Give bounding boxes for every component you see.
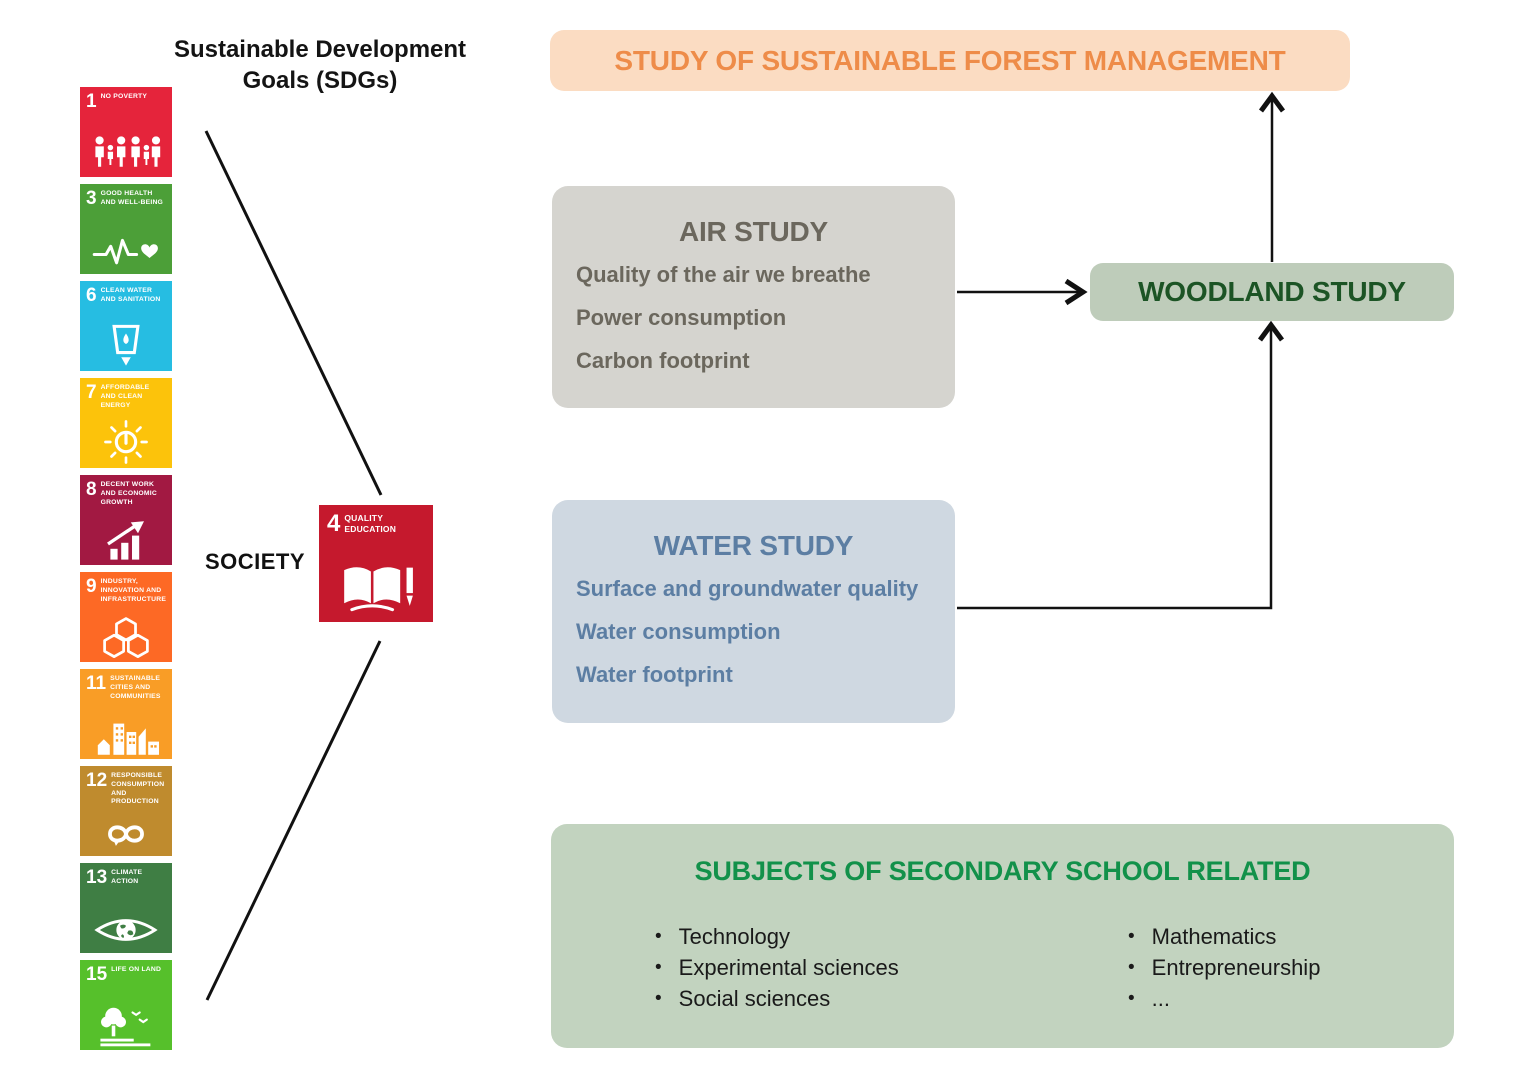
air-study-item: Carbon footprint: [576, 348, 750, 373]
arrow-water-to-woodland-head: [1260, 325, 1282, 340]
sdg-number: 13: [86, 867, 108, 888]
sdg-number: 11: [86, 673, 107, 694]
sdg-number: 7: [86, 382, 97, 403]
subject-label: Experimental sciences: [678, 955, 899, 980]
subject-item: [655, 921, 899, 952]
sdg-responsible-consumption-icon: [80, 815, 172, 853]
forest-management-title: STUDY OF SUSTAINABLE FOREST MANAGEMENT: [614, 44, 1286, 76]
bullet-icon: •: [1128, 988, 1135, 1009]
sdg-label: RESPONSIBLE CONSUMPTION AND PRODUCTION: [111, 772, 165, 806]
sdg-number: 4: [327, 510, 341, 537]
sdg-tile-12: [80, 766, 172, 856]
sdg-number: 3: [86, 188, 97, 209]
sdg-quality-education-icon: [319, 560, 433, 616]
woodland-study-box: [1090, 263, 1454, 321]
arrow-water-to-woodland-line: [957, 328, 1271, 608]
sdg-tile-3: [80, 184, 172, 274]
sdg-no-poverty-icon: [80, 132, 172, 174]
subject-label: Technology: [678, 924, 790, 949]
forest-management-box: [550, 30, 1350, 91]
air-study-item: Quality of the air we breathe: [576, 262, 871, 287]
sdg-number: 12: [86, 770, 108, 791]
air-study-item: Power consumption: [576, 305, 787, 330]
subject-label: Social sciences: [678, 986, 831, 1011]
sdg-label: CLEAN WATER AND SANITATION: [100, 287, 161, 303]
bullet-icon: •: [1128, 926, 1135, 947]
sdg-label: QUALITY EDUCATION: [344, 513, 397, 535]
subject-label: ...: [1151, 986, 1170, 1011]
sdg-number: 9: [86, 576, 97, 597]
sdg-tile-15: [80, 960, 172, 1050]
subject-item: [655, 952, 899, 983]
sdg-tile-11: [80, 669, 172, 759]
bullet-icon: •: [655, 988, 662, 1009]
sdg-industry-innovation-icon: [80, 615, 172, 659]
sdg-number: 8: [86, 479, 97, 500]
sdg-number: 6: [86, 285, 97, 306]
sdg-tile-8: [80, 475, 172, 565]
sdg-tile-7: [80, 378, 172, 468]
sdg-label: GOOD HEALTH AND WELL-BEING: [100, 190, 164, 206]
society-label: SOCIETY: [204, 549, 306, 574]
sdg-tile-9: [80, 572, 172, 662]
subject-item: [1128, 952, 1320, 983]
sdg-tile-6: [80, 281, 172, 371]
bullet-icon: •: [655, 957, 662, 978]
water-study-title: WATER STUDY: [653, 530, 854, 561]
line-society-to-sdg-lower: [207, 641, 380, 1000]
subjects-title: SUBJECTS OF SECONDARY SCHOOL RELATED: [694, 856, 1311, 886]
sdg-label: LIFE ON LAND: [111, 966, 162, 973]
air-study-box: [552, 186, 955, 408]
arrow-air-to-woodland-head: [1066, 281, 1083, 303]
sdg-number: 1: [86, 91, 97, 112]
sdg-title-line1: Sustainable Development: [173, 36, 467, 63]
sdg-label: DECENT WORK AND ECONOMIC GROWTH: [100, 481, 157, 506]
sdg-tile-4: [319, 505, 433, 622]
sdg-label: NO POVERTY: [100, 93, 148, 100]
water-study-box: [552, 500, 955, 723]
air-study-title: AIR STUDY: [678, 216, 829, 247]
woodland-study-title: WOODLAND STUDY: [1138, 276, 1406, 307]
sdg-economic-growth-icon: [80, 520, 172, 562]
bullet-icon: •: [1128, 957, 1135, 978]
sdg-title-line2: Goals (SDGs): [242, 67, 398, 94]
sdg-climate-action-icon: [80, 910, 172, 950]
sdg-column-title: [120, 34, 520, 96]
water-study-item: Surface and groundwater quality: [576, 576, 919, 601]
subject-label: Entrepreneurship: [1151, 955, 1321, 980]
water-study-item: Water footprint: [576, 662, 733, 687]
sdg-clean-energy-icon: [80, 419, 172, 465]
sdg-number: 15: [86, 964, 108, 985]
water-study-item: Water consumption: [576, 619, 781, 644]
subject-label: Mathematics: [1151, 924, 1277, 949]
sdg-good-health-icon: [80, 231, 172, 271]
sdg-life-on-land-icon: [80, 1003, 172, 1047]
sdg-tile-13: [80, 863, 172, 953]
subject-item: [1128, 921, 1320, 952]
sdg-label: CLIMATE ACTION: [111, 869, 143, 885]
bullet-icon: •: [655, 926, 662, 947]
sdg-tile-1: [80, 87, 172, 177]
sdg-sustainable-cities-icon: [80, 714, 172, 756]
sdg-label: INDUSTRY, INNOVATION AND INFRASTRUCTURE: [100, 578, 167, 603]
subject-item: [655, 983, 899, 1014]
sdg-label: AFFORDABLE AND CLEAN ENERGY: [100, 384, 150, 409]
sdg-label: SUSTAINABLE CITIES AND COMMUNITIES: [110, 675, 161, 700]
line-sdg-to-society-upper: [206, 131, 381, 495]
arrow-woodland-to-forest-head: [1261, 96, 1283, 111]
subjects-box: [551, 824, 1454, 1048]
subject-item: [1128, 983, 1320, 1014]
sdg-clean-water-icon: [80, 324, 172, 368]
subjects-right-column: [1128, 921, 1320, 1014]
subjects-left-column: [655, 921, 899, 1014]
